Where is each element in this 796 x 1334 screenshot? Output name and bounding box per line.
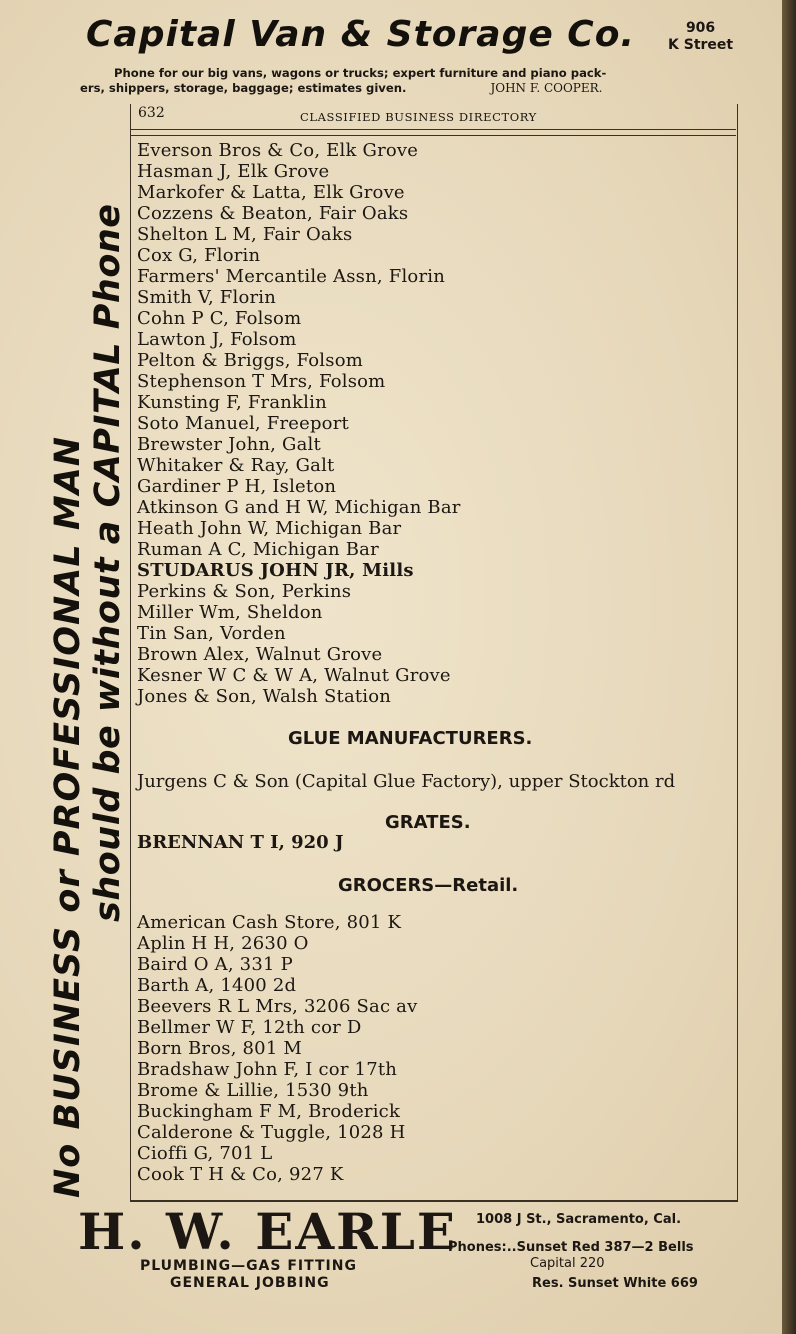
header-address-street-line xyxy=(668,37,733,54)
header-tagline xyxy=(80,66,736,96)
footer-trade-line1: PLUMBING—GAS FITTING xyxy=(140,1258,357,1274)
header-tagline-line2 xyxy=(80,81,736,96)
footer-capital-phone: Capital 220 xyxy=(530,1256,605,1271)
list-item: Tin San, Vorden xyxy=(137,623,286,644)
list-item: Cioffi G, 701 L xyxy=(137,1143,273,1164)
list-item: Beevers R L Mrs, 3206 Sac av xyxy=(137,996,418,1017)
list-item: Brome & Lillie, 1530 9th xyxy=(137,1080,369,1101)
section-heading-glue: GLUE MANUFACTURERS. xyxy=(288,728,533,749)
footer-address: 1008 J St., Sacramento, Cal. xyxy=(476,1212,682,1227)
list-item: Barth A, 1400 2d xyxy=(137,975,297,996)
list-item: Kunsting F, Franklin xyxy=(137,392,327,413)
list-item: Everson Bros & Co, Elk Grove xyxy=(137,140,419,161)
section-heading-grates: GRATES. xyxy=(385,812,471,833)
list-item: Perkins & Son, Perkins xyxy=(137,581,352,602)
list-item: Cox G, Florin xyxy=(137,245,261,266)
footer-trade-line2: GENERAL JOBBING xyxy=(170,1275,330,1291)
footer-residence-phone: Res. Sunset White 669 xyxy=(532,1276,698,1291)
list-item: Buckingham F M, Broderick xyxy=(137,1101,401,1122)
list-item: STUDARUS JOHN JR, Mills xyxy=(137,560,414,581)
footer-advertiser-name: H. W. EARLE xyxy=(78,1202,457,1261)
list-item: Markofer & Latta, Elk Grove xyxy=(137,182,405,203)
list-item: Born Bros, 801 M xyxy=(137,1038,303,1059)
section-heading-grocers: GROCERS—Retail. xyxy=(338,875,519,896)
header-address-street-prefix: K xyxy=(668,37,679,53)
list-item: Shelton L M, Fair Oaks xyxy=(137,224,353,245)
list-item: Pelton & Briggs, Folsom xyxy=(137,350,363,371)
header-advertiser-title: Capital Van & Storage Co. xyxy=(86,14,636,55)
header-rule xyxy=(130,129,736,130)
list-item: Ruman A C, Michigan Bar xyxy=(137,539,379,560)
page-edge-shadow xyxy=(782,0,796,1334)
list-item: Baird O A, 331 P xyxy=(137,954,293,975)
list-item: Bradshaw John F, I cor 17th xyxy=(137,1059,398,1080)
header-proprietor: JOHN F. COOPER. xyxy=(490,81,603,95)
list-item: Brewster John, Galt xyxy=(137,434,321,455)
side-ad-outer-line: No BUSINESS or PROFESSIONAL MAN xyxy=(48,435,88,1198)
list-item: Soto Manuel, Freeport xyxy=(137,413,349,434)
list-item: Kesner W C & W A, Walnut Grove xyxy=(137,665,451,686)
list-item: Aplin H H, 2630 O xyxy=(137,933,309,954)
header-tagline-line2-text: ers, shippers, storage, baggage; estimates given. xyxy=(80,81,407,95)
list-item: Farmers' Mercantile Assn, Florin xyxy=(137,266,445,287)
grocers-entries-list xyxy=(137,912,417,1185)
continued-entries-list xyxy=(137,140,461,707)
page-number: 632 xyxy=(138,105,165,121)
list-item: Cozzens & Beaton, Fair Oaks xyxy=(137,203,409,224)
header-address-street: Street xyxy=(683,37,734,53)
list-item: Smith V, Florin xyxy=(137,287,277,308)
footer-phones: Phones:..Sunset Red 387—2 Bells xyxy=(448,1240,694,1255)
glue-entry: Jurgens C & Son (Capital Glue Factory), upper Stockton rd xyxy=(137,771,676,792)
list-item: Brown Alex, Walnut Grove xyxy=(137,644,383,665)
side-ad-inner-line: should be without a CAPITAL Phone xyxy=(88,203,128,922)
list-item: Lawton J, Folsom xyxy=(137,329,297,350)
list-item: Heath John W, Michigan Bar xyxy=(137,518,402,539)
running-header: CLASSIFIED BUSINESS DIRECTORY xyxy=(300,110,537,124)
list-item: Stephenson T Mrs, Folsom xyxy=(137,371,386,392)
header-tagline-line1: Phone for our big vans, wagons or trucks; expert furniture and piano pack- xyxy=(114,66,607,80)
header-rule-secondary xyxy=(130,135,736,136)
list-item: Atkinson G and H W, Michigan Bar xyxy=(137,497,461,518)
list-item: Whitaker & Ray, Galt xyxy=(137,455,335,476)
list-item: Jones & Son, Walsh Station xyxy=(137,686,392,707)
grates-entry: BRENNAN T I, 920 J xyxy=(137,832,344,853)
list-item: Cohn P C, Folsom xyxy=(137,308,302,329)
list-item: Cook T H & Co, 927 K xyxy=(137,1164,344,1185)
list-item: Bellmer W F, 12th cor D xyxy=(137,1017,362,1038)
list-item: Gardiner P H, Isleton xyxy=(137,476,337,497)
list-item: Miller Wm, Sheldon xyxy=(137,602,323,623)
list-item: Calderone & Tuggle, 1028 H xyxy=(137,1122,406,1143)
header-address xyxy=(668,20,733,54)
header-address-number: 906 xyxy=(685,20,716,36)
list-item: American Cash Store, 801 K xyxy=(137,912,402,933)
list-item: Hasman J, Elk Grove xyxy=(137,161,330,182)
